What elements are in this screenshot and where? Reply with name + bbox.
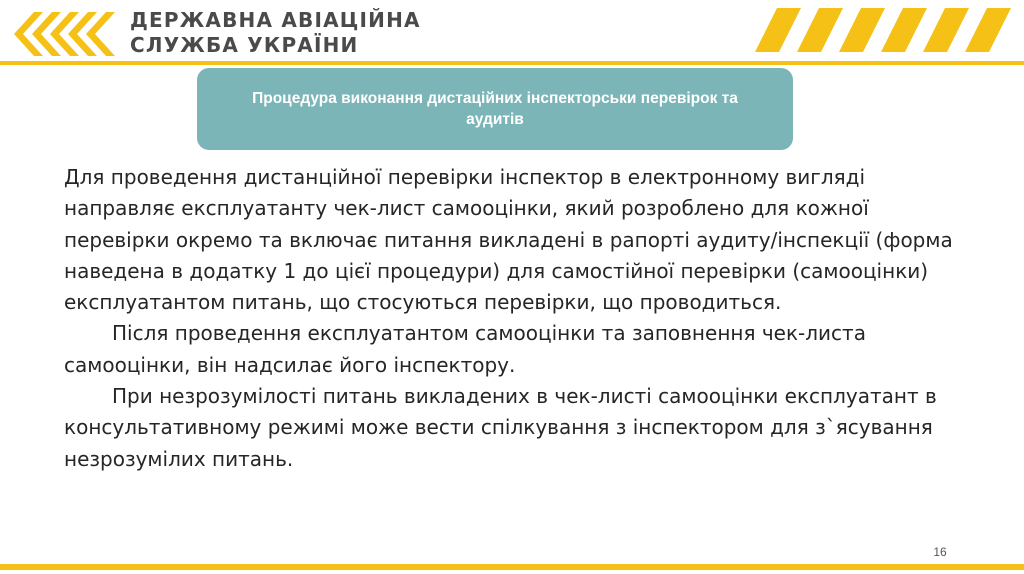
slide-title-box	[197, 68, 793, 150]
body-paragraph-1: Для проведення дистанційної перевірки інспектор в електронному вигляді направляє експлуатанту чек-лист самооцінки, який розроблено для кожної перевірки окремо та включає питання викладені в рапорті аудиту/інспекції (форма наведена в додатку 1 до цієї процедури) для самостійної перевірки (самооцінки) експлуатантом питань, що стосуються перевірки, що проводиться.	[64, 165, 953, 315]
page-number: 16	[933, 545, 947, 559]
slide-header	[0, 0, 1024, 66]
yellow-diagonal-stripes-icon	[755, 6, 1020, 54]
organization-name-line1: ДЕРЖАВНА АВІАЦІЙНА	[130, 8, 421, 32]
organization-name	[130, 8, 421, 58]
body-paragraph-3: При незрозумілості питань викладених в чек-листі самооцінки експлуатант в консультативному режимі може вести спілкування з інспектором для з`ясування незрозумілих питань.	[64, 384, 937, 471]
footer-divider	[0, 564, 1024, 570]
header-divider	[0, 61, 1024, 65]
slide-body	[64, 162, 974, 475]
organization-name-line2: СЛУЖБА УКРАЇНИ	[130, 33, 359, 57]
slide-title: Процедура виконання дистаційних інспекторськи перевірок та аудитів	[252, 90, 738, 128]
chevron-arrows-logo-icon	[12, 10, 117, 58]
body-paragraph-2: Після проведення експлуатантом самооцінки та заповнення чек-листа самооцінки, він надсилає його інспектору.	[64, 321, 866, 377]
